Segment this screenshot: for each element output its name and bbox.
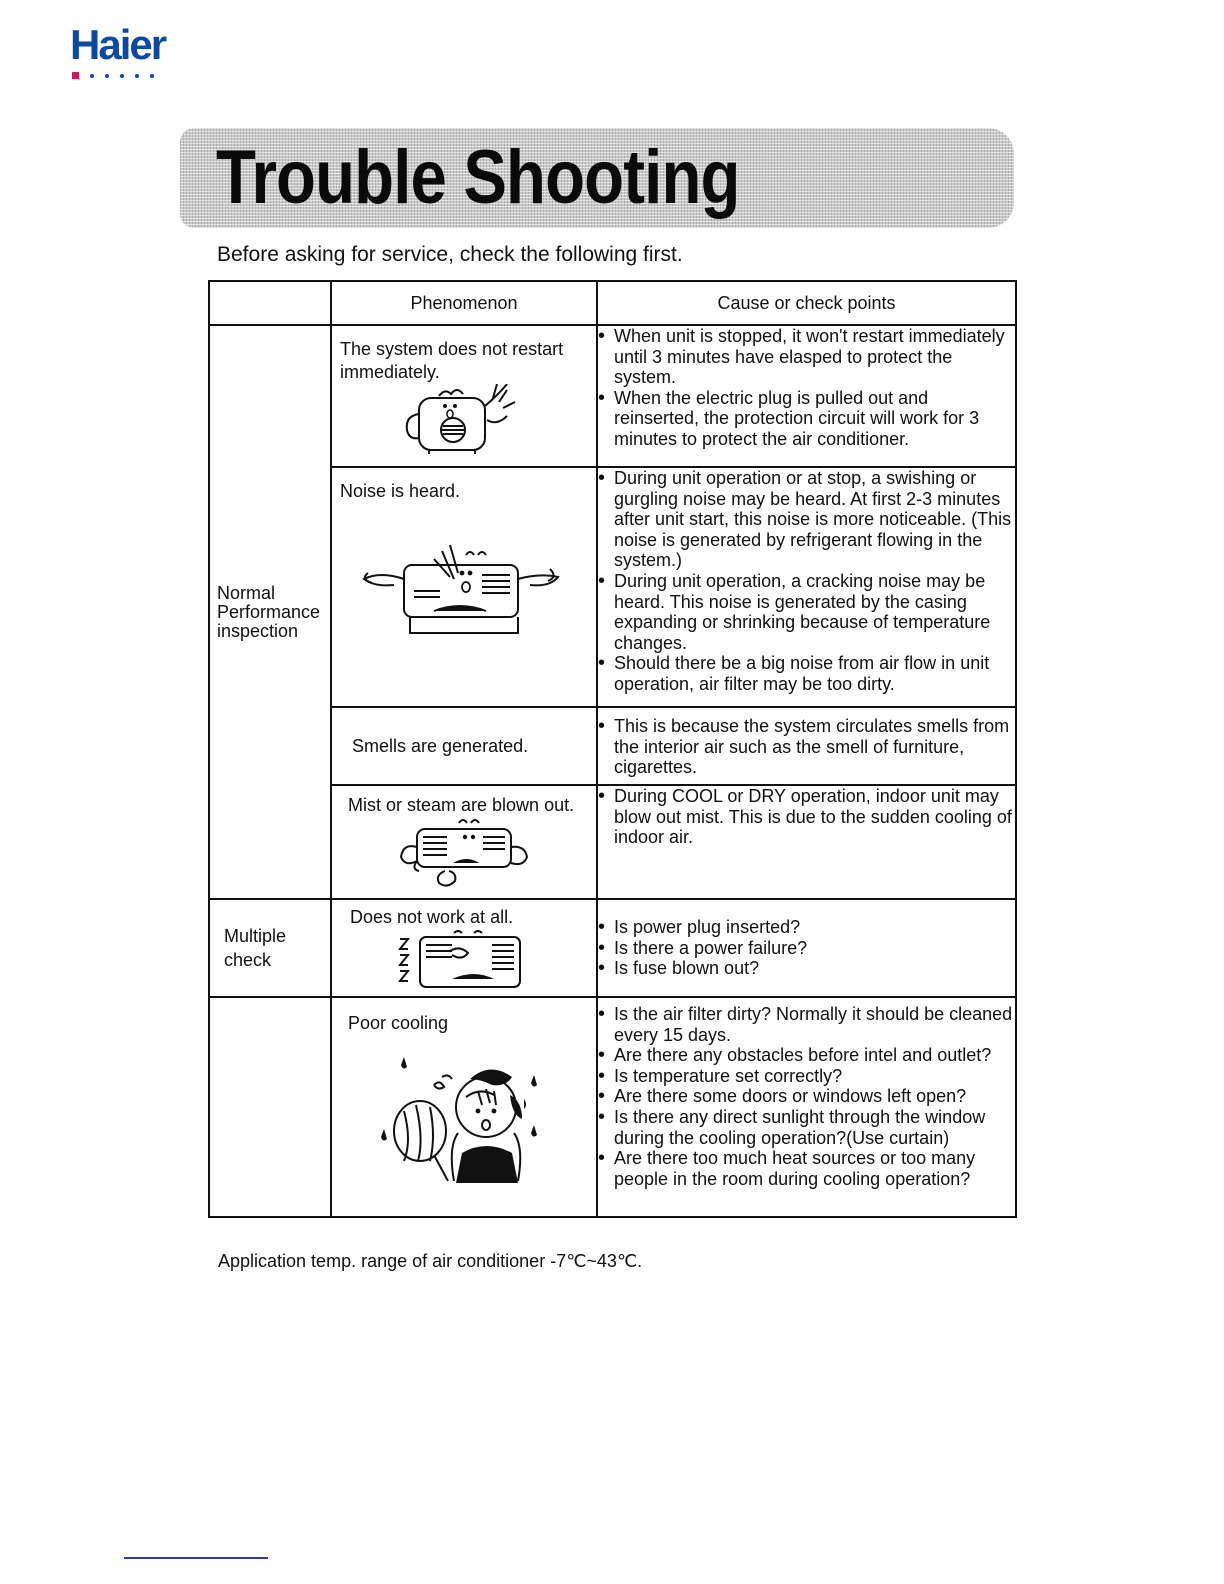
category-empty: [209, 997, 331, 1217]
cause-item: • This is because the system circulates smells from the interior air such as the smell of furniture, cigarettes.: [598, 716, 1015, 778]
phenomenon-text: Mist or steam are blown out.: [348, 795, 575, 815]
header-phenomenon: Phenomenon: [331, 281, 597, 325]
phenomenon-text: Noise is heard.: [340, 481, 461, 501]
cause-item: • Is there a power failure?: [598, 938, 1015, 959]
cause-item: • Are there some doors or windows left open?: [598, 1086, 1015, 1107]
table-row: [209, 467, 1016, 707]
table-header-row: [209, 281, 1016, 325]
phenomenon-cell: [331, 899, 597, 997]
cause-item: • During unit operation, a cracking noise may be heard. This noise is generated by the casing expanding or shrinking because of temperature changes.: [598, 571, 1015, 653]
cause-list: [598, 468, 1015, 695]
sleeping-unit-icon: [394, 929, 534, 991]
cause-item: • When the electric plug is pulled out and reinserted, the protection circuit will work for 3 minutes to protect the air conditioner.: [598, 388, 1015, 450]
phenomenon-text: The system does not restart immediately.: [340, 339, 564, 382]
phenomenon-cell: [331, 707, 597, 785]
category-normal: Normal Performance inspection: [209, 325, 331, 899]
phenomenon-text: Does not work at all.: [350, 907, 514, 927]
title-banner: [180, 128, 1014, 228]
footnote-rule: [124, 1557, 268, 1559]
cause-list: [598, 786, 1015, 848]
cause-cell: [597, 997, 1016, 1217]
cause-list: [598, 917, 1015, 979]
temperature-note: Application temp. range of air conditioner -7℃~43℃.: [218, 1251, 643, 1271]
cause-cell: [597, 785, 1016, 899]
table-row: [209, 707, 1016, 785]
phenomenon-cell: [331, 467, 597, 707]
cause-item: • Is temperature set correctly?: [598, 1066, 1015, 1087]
phenomenon-cell: [331, 997, 597, 1217]
cause-item: • Is the air filter dirty? Normally it should be cleaned every 15 days.: [598, 1004, 1015, 1045]
brand-name: Haier: [70, 21, 166, 68]
header-category: [209, 281, 331, 325]
phenomenon-cell: [331, 325, 597, 467]
logo-dots: [70, 72, 165, 79]
cause-item: • Is power plug inserted?: [598, 917, 1015, 938]
mist-unit-icon: [389, 817, 539, 891]
cause-item: • When unit is stopped, it won't restart immediately until 3 minutes have elasped to protect the system.: [598, 326, 1015, 388]
table-row: [209, 785, 1016, 899]
cause-cell: [597, 325, 1016, 467]
page-title: Trouble Shooting: [216, 135, 740, 220]
hot-person-icon: [374, 1055, 554, 1185]
phenomenon-cell: [331, 785, 597, 899]
table-row: [209, 899, 1016, 997]
cause-item: • Is fuse blown out?: [598, 958, 1015, 979]
header-cause: Cause or check points: [597, 281, 1016, 325]
cause-list: [598, 716, 1015, 778]
cause-cell: [597, 707, 1016, 785]
cause-cell: [597, 899, 1016, 997]
phenomenon-text: Smells are generated.: [352, 735, 529, 756]
table-row: [209, 325, 1016, 467]
cause-item: • During unit operation or at stop, a swishing or gurgling noise may be heard. At first 2-3 minutes after unit start, this noise is more noticeable. (This noise is generated by refrigerant flowing in the system.): [598, 468, 1015, 571]
cause-list: [598, 1004, 1015, 1189]
cause-item: • Should there be a big noise from air flow in unit operation, air filter may be too dirty.: [598, 653, 1015, 694]
phenomenon-text: Poor cooling: [348, 1013, 449, 1033]
table-row: [209, 997, 1016, 1217]
cause-item: • Are there any obstacles before intel and outlet?: [598, 1045, 1015, 1066]
category-multiple: Multiple check: [209, 899, 331, 997]
cause-item: • Is there any direct sunlight through the window during the cooling operation?(Use curtain): [598, 1107, 1015, 1148]
stopped-unit-icon: [389, 384, 539, 456]
cause-item: • During COOL or DRY operation, indoor unit may blow out mist. This is due to the sudden cooling of indoor air.: [598, 786, 1015, 848]
troubleshooting-table: [208, 280, 1017, 1218]
intro-text: Before asking for service, check the following first.: [217, 243, 683, 266]
cause-item: • Are there too much heat sources or too many people in the room during cooling operation?: [598, 1148, 1015, 1189]
noisy-unit-icon: [354, 543, 574, 643]
cause-list: [598, 326, 1015, 450]
cause-cell: [597, 467, 1016, 707]
brand-logo: [70, 21, 166, 79]
